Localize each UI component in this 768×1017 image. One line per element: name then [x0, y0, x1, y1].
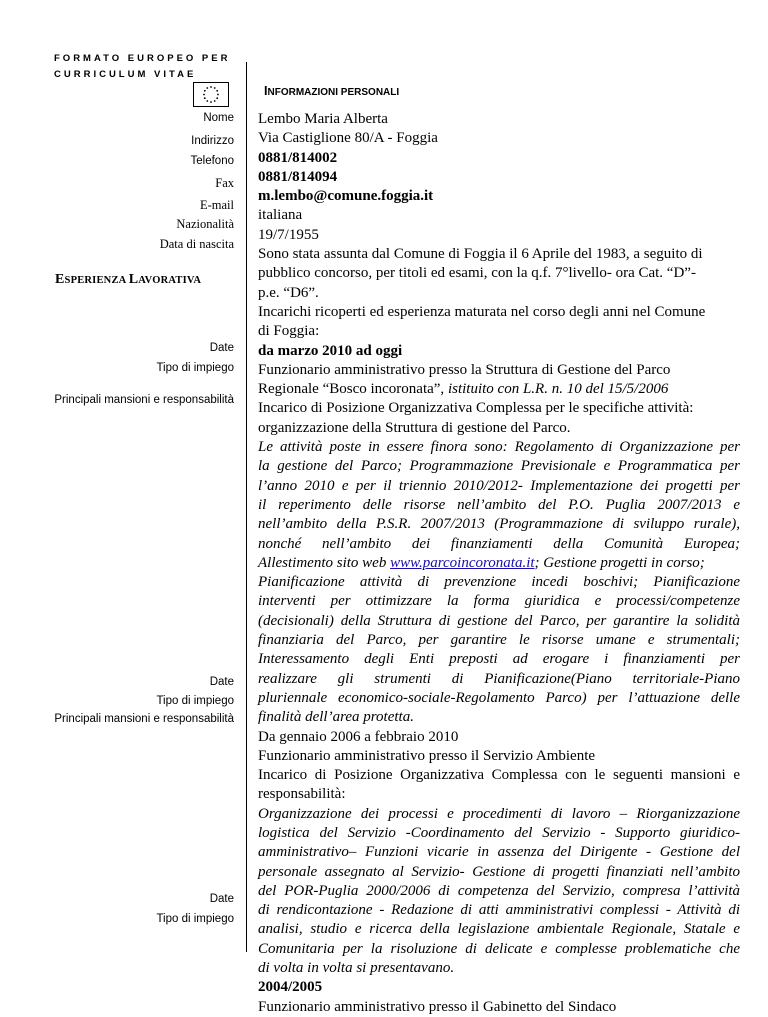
label-telefono: Telefono: [190, 155, 234, 167]
job1-mansioni-line: Incarico di Posizione Organizzativa Complessa per le specifiche attività:: [258, 400, 694, 417]
job2-activity-line: di volta in volta si presentavano.: [258, 960, 455, 977]
job2-activity-line: del POR-Puglia 2000/2006 di competenza del Servizio, compresa l’attività: [258, 882, 740, 899]
job1-activity-line: finanziaria del Parco, per garantire le risorse umane e strumentali;: [258, 632, 740, 649]
label-tipo-impiego-2: Tipo di impiego: [156, 695, 234, 707]
job1-activity-line: pluriennale economico-sociale-Regolamento Parco) per l’attuazione delle: [258, 689, 740, 706]
value-nazionalita: italiana: [258, 207, 303, 224]
intro-line: p.e. “D6”.: [258, 284, 319, 301]
job2-activity-line: di rendicontazione - Redazione di atti amministrativi complessi - Attività di: [258, 902, 740, 919]
job2-activity-line: Organizzazione dei processi e procedimenti di lavoro – Riorganizzazione: [258, 805, 740, 822]
job1-activity-line: nonché nell’ambito dei finanziamenti della Comunità Europea;: [258, 535, 740, 552]
job1-activity-line: interventi per ottimizzare la forma giuridica e processi/competenze: [258, 593, 740, 610]
section-work-experience-heading: ESPERIENZA LAVORATIVA: [55, 272, 202, 287]
job1-activity-line: finalità dell’area protetta.: [258, 709, 414, 726]
label-data-nascita: Data di nascita: [159, 237, 234, 251]
job1-activity-line: Le attività poste in essere finora sono: Regolamento di Organizzazione per: [258, 439, 740, 456]
park-website-link[interactable]: www.parcoincoronata.it: [390, 554, 535, 571]
label-email: E-mail: [199, 198, 234, 212]
label-indirizzo: Indirizzo: [191, 135, 234, 147]
label-fax: Fax: [215, 176, 234, 190]
job1-activity-line: realizzare gli strumenti di Pianificazione(Piano territoriale-Piano: [258, 670, 740, 687]
job1-activity-line: l’anno 2010 e per il triennio 2010/2012- Implementazione dei progetti per: [258, 477, 740, 494]
job1-activity-line: nell’ambito della P.S.R. 2007/2013 (Programmazione di sviluppo rurale),: [258, 516, 740, 533]
job1-activity-line: Allestimento sito web www.parcoincoronata.it; Gestione progetti in corso;: [258, 554, 705, 571]
job1-activity-line: (decisionali) della Struttura di gestione del Parco, per garantire la solidità: [258, 612, 740, 629]
job3-tipo: Funzionario amministrativo presso il Gabinetto del Sindaco: [258, 998, 617, 1015]
label-mansioni-1: Principali mansioni e responsabilità: [54, 394, 234, 406]
job2-activity-line: amministrativo– Funzioni vicarie in assenza del Dirigente - Gestione del: [258, 844, 740, 861]
job2-date: Da gennaio 2006 a febbraio 2010: [258, 728, 459, 745]
value-telefono: 0881/814002: [258, 149, 338, 166]
value-indirizzo: Via Castiglione 80/A - Foggia: [258, 130, 438, 147]
intro-line: Sono stata assunta dal Comune di Foggia il 6 Aprile del 1983, a seguito di: [258, 246, 703, 263]
label-date-1: Date: [209, 342, 234, 354]
job2-activity-line: logistica del Servizio -Coordinamento del Servizio - Supporto giuridico-: [258, 824, 740, 841]
job2-activity-line: Comunitaria per la risoluzione di delicate e complesse problematiche che: [258, 940, 740, 957]
cv-format-title-line1: FORMATO EUROPEO PER: [54, 53, 231, 64]
value-fax: 0881/814094: [258, 168, 338, 185]
section-personal-info-heading: INFORMAZIONI PERSONALI: [264, 84, 400, 98]
eu-stars-icon: [194, 83, 228, 106]
value-nome: Lembo Maria Alberta: [258, 111, 388, 127]
job1-activity-line: Pianificazione attività di prevenzione incedi boschivi; Pianificazione: [258, 574, 740, 591]
job1-activity-line: il reperimento delle risorse nell’ambito del P.O. Puglia 2007/2013 e: [258, 496, 740, 513]
job3-date: 2004/2005: [258, 979, 323, 996]
label-nazionalita: Nazionalità: [176, 217, 234, 231]
job1-tipo-line: Funzionario amministrativo presso la Struttura di Gestione del Parco: [258, 361, 671, 378]
job2-activity-line: analisi, studio e ricerca della legislazione ambientale Regionale, Statale e: [258, 921, 740, 938]
label-nome: Nome: [203, 112, 234, 124]
job1-activity-line: Interessamento degli Enti preposti ad erogare i finanziamenti per: [258, 651, 740, 668]
job1-activity-line: la gestione del Parco; Programmazione Previsionale e Programmatica per: [258, 458, 740, 475]
label-tipo-impiego-3: Tipo di impiego: [156, 913, 234, 925]
value-data-nascita: 19/7/1955: [258, 226, 319, 243]
column-divider: [246, 62, 247, 952]
label-date-3: Date: [209, 893, 234, 905]
job2-mansioni-line: Incarico di Posizione Organizzativa Complessa con le seguenti mansioni e: [258, 767, 740, 784]
job1-tipo-legal-ref: istituito con L.R. n. 10 del 15/5/2006: [447, 381, 669, 398]
job1-tipo-line: Regionale “Bosco incoronata”, istituito con L.R. n. 10 del 15/5/2006: [258, 381, 669, 398]
job2-activity-line: personale assegnato al Servizio- Gestione di progetti finanziati nell’ambito: [258, 863, 740, 880]
job2-tipo: Funzionario amministrativo presso il Servizio Ambiente: [258, 747, 596, 764]
job1-mansioni-line: organizzazione della Struttura di gestione del Parco.: [258, 419, 571, 436]
label-tipo-impiego-1: Tipo di impiego: [156, 362, 234, 374]
eu-flag-logo: [193, 82, 229, 107]
job2-mansioni-line: responsabilità:: [258, 786, 346, 803]
job1-date: da marzo 2010 ad oggi: [258, 342, 403, 359]
intro-line: Incarichi ricoperti ed esperienza maturata nel corso degli anni nel Comune: [258, 303, 706, 320]
value-email: m.lembo@comune.foggia.it: [258, 188, 434, 205]
label-date-2: Date: [209, 676, 234, 688]
cv-content-column: [258, 110, 740, 1017]
intro-line: pubblico concorso, per titoli ed esami, con la q.f. 7°livello- ora Cat. “D”-: [258, 265, 696, 282]
label-mansioni-2: Principali mansioni e responsabilità: [54, 713, 234, 725]
cv-format-title-line2: CURRICULUM VITAE: [54, 69, 197, 80]
intro-line: di Foggia:: [258, 323, 320, 340]
